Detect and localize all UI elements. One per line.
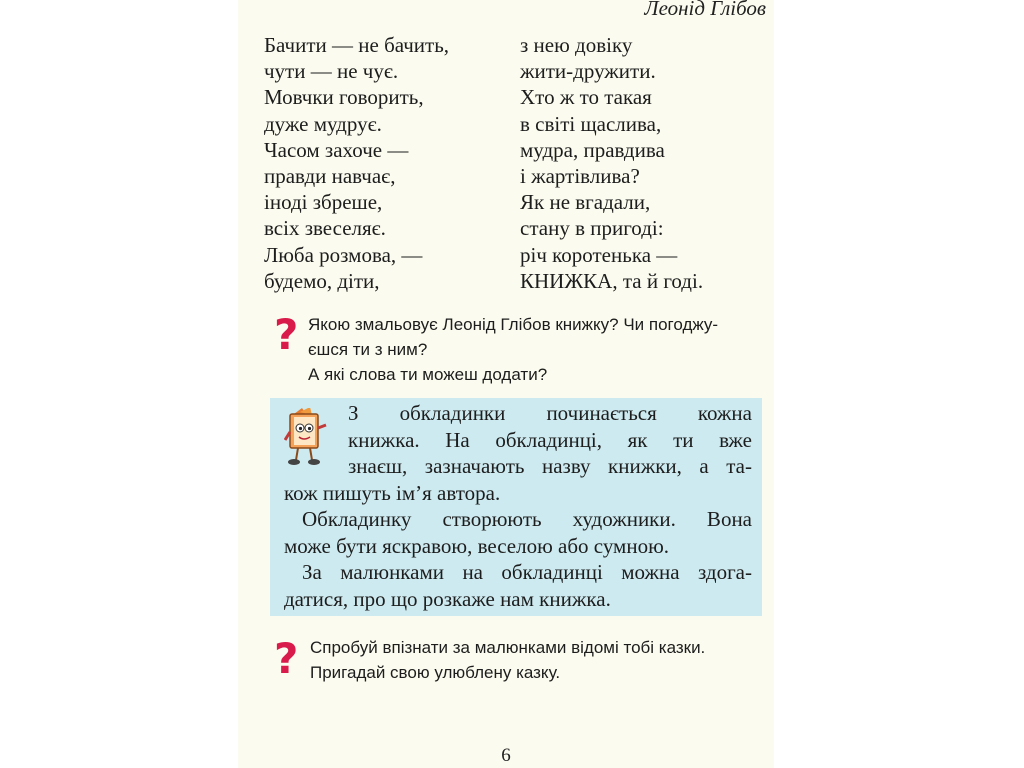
question-block-1 — [308, 312, 718, 387]
info-text-full — [284, 480, 752, 613]
poem-line: чути — не чує. — [264, 59, 399, 84]
poem-line: іноді збреше, — [264, 190, 383, 215]
poem-line: дуже мудрує. — [264, 111, 382, 136]
author-name: Леонід Глібов — [644, 0, 766, 20]
poem-line: стану в пригоді: — [520, 216, 664, 241]
poem-column-left — [264, 32, 449, 294]
question-line: А які слова ти можеш додати? — [308, 365, 548, 384]
poem-line: жити-дружити. — [520, 59, 656, 84]
poem-line: правди навчає, — [264, 164, 396, 189]
question-line: Пригадай свою улюблену казку. — [310, 663, 561, 682]
book-page — [238, 0, 774, 768]
question-line: єшся ти з ним? — [308, 340, 428, 359]
info-text-top — [348, 400, 752, 480]
question-mark-icon: ? — [274, 310, 299, 359]
poem-line: річ коротенька — — [520, 242, 678, 267]
question-line: Якою змальовує Леонід Глібов книжку? Чи погоджу- — [308, 315, 719, 334]
poem-line: в світі щаслива, — [520, 111, 662, 136]
poem-line: Як не вгадали, — [520, 190, 651, 215]
poem-column-right — [520, 32, 703, 294]
poem-line: Хто ж то такая — [520, 85, 652, 110]
question-block-2 — [310, 635, 705, 685]
info-box — [270, 398, 762, 616]
info-line: кож пишуть ім’я автора. — [284, 480, 501, 505]
info-line: може бути яскравою, веселою або сумною. — [284, 533, 670, 558]
info-line: датися, про що розкаже нам книжка. — [284, 586, 611, 611]
info-line: знаєш, зазначають назву книжки, а та- — [348, 454, 752, 478]
book-mascot-icon — [284, 408, 328, 468]
info-line: книжка. На обкладинці, як ти вже — [348, 427, 752, 452]
poem-line: КНИЖКА, та й годі. — [520, 268, 704, 293]
poem-line: Люба розмова, — — [264, 242, 423, 267]
poem-line: всіх звеселяє. — [264, 216, 386, 241]
question-mark-icon: ? — [274, 634, 299, 683]
poem-line: з нею довіку — [520, 33, 633, 57]
poem-line: будемо, діти, — [264, 268, 380, 293]
poem-line: і жартівлива? — [520, 164, 640, 189]
poem-line: мудра, правдива — [520, 137, 665, 162]
poem-line: Мовчки говорить, — [264, 85, 424, 110]
info-line: Обкладинку створюють художники. Вона — [302, 507, 752, 531]
info-line: З обкладинки починається кожна — [348, 401, 752, 425]
poem-line: Часом захоче — — [264, 137, 409, 162]
poem-line: Бачити — не бачить, — [264, 33, 450, 57]
question-line: Спробуй впізнати за малюнками відомі тобі казки. — [310, 638, 706, 657]
page-number: 6 — [501, 745, 511, 766]
info-line: За малюнками на обкладинці можна здога- — [302, 560, 752, 584]
